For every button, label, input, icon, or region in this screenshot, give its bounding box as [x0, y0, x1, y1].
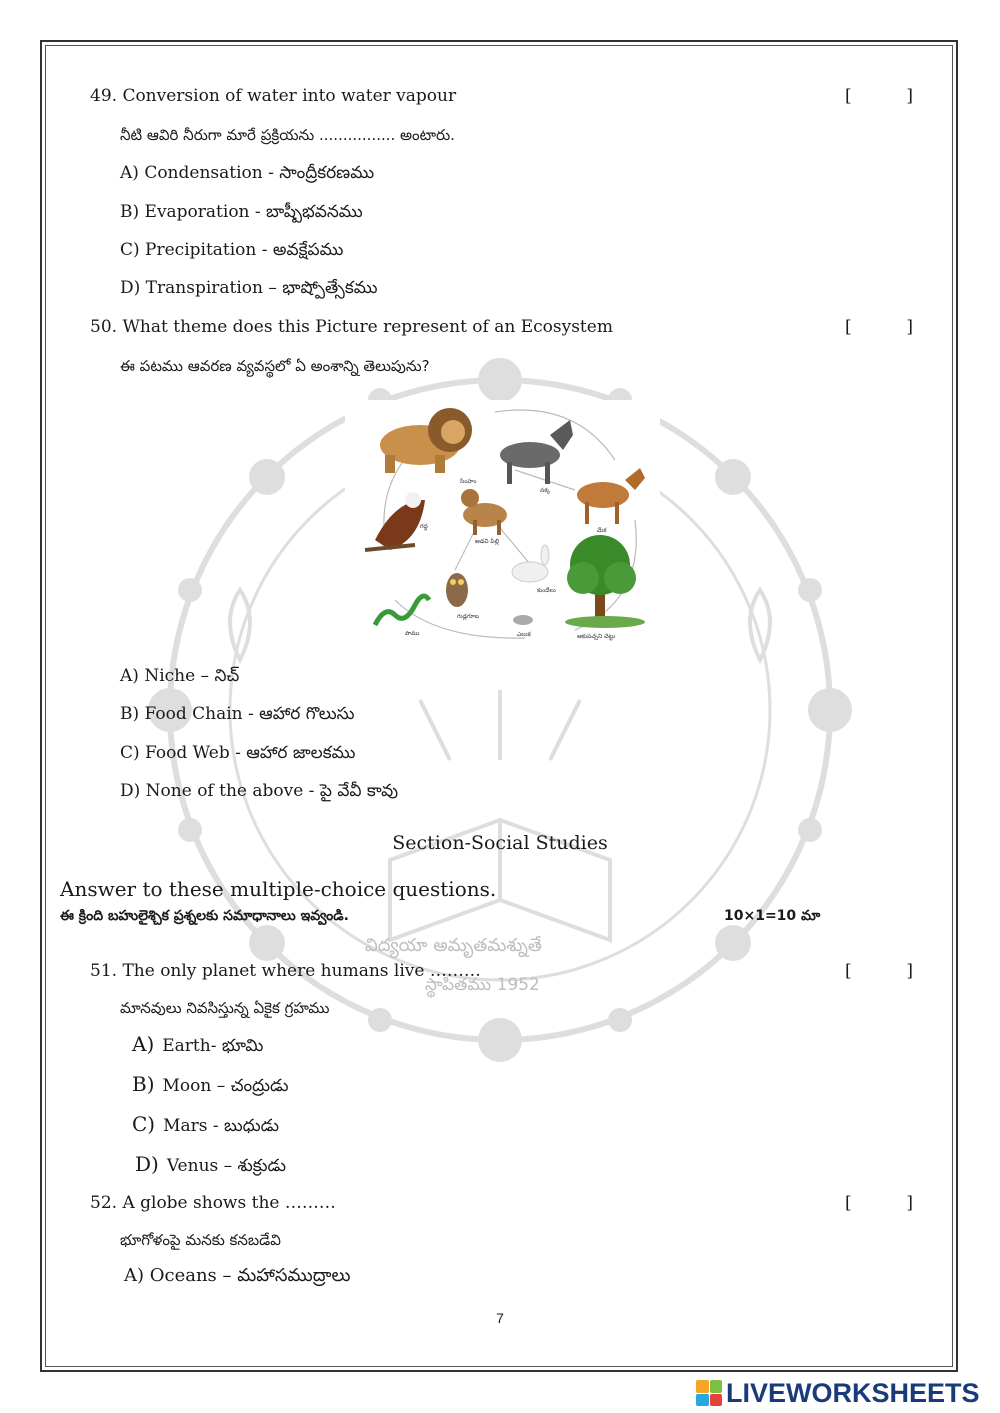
q51-answer-bracket[interactable]: [ ] — [845, 961, 913, 981]
q51-option-b: B) Moon – చంద్రుడు — [132, 1072, 289, 1096]
label-tree: ఆకుపచ్చని చెట్టు — [577, 633, 616, 640]
label-lion: సింహం — [460, 478, 477, 485]
q50-text: 50. What theme does this Picture represent of an Ecosystem — [90, 317, 613, 337]
q49-text: 49. Conversion of water into water vapour — [90, 86, 457, 106]
q49-option-c: C) Precipitation - అవక్షేపము — [120, 240, 344, 260]
page-number: 7 — [496, 1310, 504, 1326]
q49-option-d: D) Transpiration – భాష్పోత్సేకము — [120, 278, 378, 298]
liveworksheets-brand-text: LIVEWORKSHEETS — [726, 1377, 980, 1408]
q51-option-c: C) Mars - బుధుడు — [132, 1112, 280, 1136]
watermark-motto: విద్యయా అమృతమశ్నుతే — [365, 935, 542, 956]
q52-option-a: A) Oceans – మహాసముద్రాలు — [124, 1265, 351, 1286]
q49-option-a: A) Condensation - సాంద్రీకరణము — [120, 163, 375, 183]
q49-telugu-text: నీటి ఆవిరి నీరుగా మారే ప్రక్రియను ................ అంటారు. — [120, 126, 455, 144]
q50-telugu-text: ఈ పటము ఆవరణ వ్యవస్థలో ఏ అంశాన్ని తెలుపును? — [120, 357, 430, 375]
liveworksheets-logo[interactable] — [696, 1378, 980, 1408]
food-web-image — [345, 400, 660, 645]
label-goat: మేక — [597, 527, 607, 534]
q52-answer-bracket[interactable]: [ ] — [845, 1193, 913, 1213]
label-snake: పాము — [405, 630, 420, 637]
q50-answer-bracket[interactable]: [ ] — [845, 317, 913, 337]
q50-option-a: A) Niche – నిచ్ — [120, 666, 240, 686]
q51-text: 51. The only planet where humans live ……… — [90, 961, 481, 981]
q50-option-b: B) Food Chain - ఆహార గొలుసు — [120, 704, 355, 724]
label-rabbit: కుందేలు — [537, 587, 556, 594]
section-instruction-telugu: ఈ క్రింది బహులైశ్చిక ప్రశ్నలకు సమాధానాలు ఇవ్వండి. — [60, 908, 349, 924]
q52-text: 52. A globe shows the ……… — [90, 1193, 336, 1213]
watermark-founded: స్థాపితము 1952 — [425, 975, 540, 995]
label-wildcat: అడవి పిల్లి — [475, 538, 500, 545]
q50-option-c: C) Food Web - ఆహార జాలకము — [120, 743, 356, 763]
owl-figure — [446, 573, 468, 607]
q49-option-b: B) Evaporation - బాష్పీభవనము — [120, 202, 363, 222]
q49-answer-bracket[interactable]: [ ] — [845, 86, 913, 106]
q51-option-d: D) Venus – శుక్రుడు — [135, 1152, 286, 1176]
q50-option-d: D) None of the above - పై వేవీ కావు — [120, 781, 399, 801]
section-instruction: Answer to these multiple-choice questions. — [60, 877, 497, 901]
liveworksheets-icon — [696, 1380, 722, 1406]
q51-telugu-text: మానవులు నివసిస్తున్న ఏకైక గ్రహము — [120, 999, 330, 1017]
label-mouse: ఎలుక — [517, 631, 531, 638]
label-fox: నక్క — [540, 487, 551, 494]
section-title: Section-Social Studies — [392, 832, 608, 854]
section-marks: 10×1=10 మా — [724, 908, 821, 924]
label-owl: గుడ్లగూబ — [457, 613, 480, 620]
label-eagle: గద్ద — [420, 523, 428, 530]
q51-option-a: A) Earth- భూమి — [132, 1032, 264, 1056]
mouse-figure — [513, 615, 533, 625]
q52-telugu-text: భూగోళంపై మనకు కనబడేవి — [120, 1231, 281, 1249]
